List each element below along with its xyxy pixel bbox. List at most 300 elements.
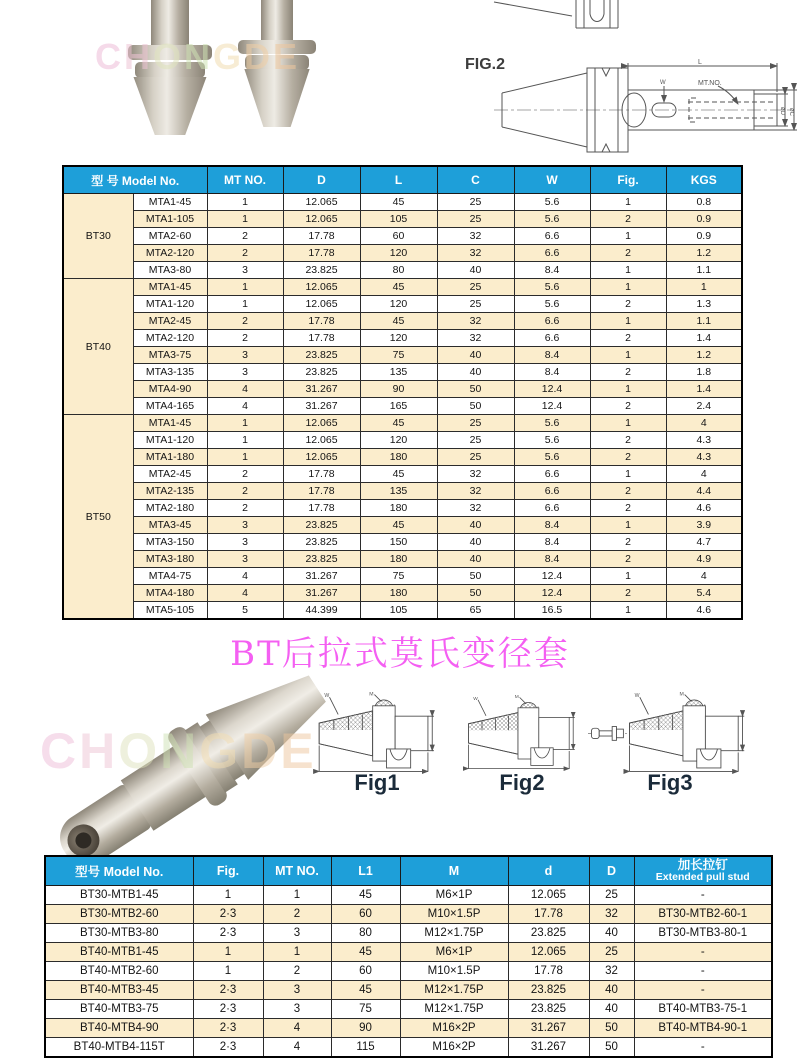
table1-cell: 17.78 [283,483,360,500]
col-pull-stud [634,856,772,886]
table2-cell: 25 [589,886,634,905]
table2-cell: 60 [331,905,400,924]
model-group-cell: BT30 [63,194,133,279]
table1-cell: 4 [207,568,283,585]
table1-cell: 17.78 [283,313,360,330]
table1-cell: 2 [590,500,666,517]
table1-cell: 3 [207,534,283,551]
table2-cell: M6×1P [400,943,508,962]
table1-cell: 17.78 [283,245,360,262]
table1-cell: 3 [207,262,283,279]
table2-cell: 32 [589,905,634,924]
table2-cell: - [634,981,772,1000]
table2-cell: 1 [193,886,263,905]
table1-cell: 4 [666,568,742,585]
table2-cell: BT30-MTB3-80-1 [634,924,772,943]
table2-row [45,886,772,905]
table2-cell: M16×2P [400,1038,508,1058]
watermark-letter: E [280,723,317,779]
table1-cell: MTA4-180 [133,585,207,602]
table1-cell: 8.4 [514,262,590,279]
table2-cell: 17.78 [508,962,589,981]
table1-cell: 17.78 [283,466,360,483]
table2-cell: 2 [263,962,331,981]
col-fig: Fig. [590,166,666,194]
table1-cell: 45 [360,415,437,432]
table1-cell: 2 [207,228,283,245]
watermark-letter: N [160,723,200,779]
table1-cell: 4.3 [666,449,742,466]
table2-cell: BT30-MTB2-60 [45,905,193,924]
table1-cell: 32 [437,330,514,347]
table1-cell: 5.6 [514,415,590,432]
table1-cell: 1 [590,568,666,585]
table1-cell: 31.267 [283,398,360,415]
table1-row [63,568,742,585]
table2-cell: 50 [589,1038,634,1058]
table1-cell: 1 [590,262,666,279]
table2-cell: BT30-MTB1-45 [45,886,193,905]
table1-cell: 2 [590,432,666,449]
table1-cell: 12.065 [283,415,360,432]
table2-row [45,1038,772,1058]
table1-cell: 23.825 [283,347,360,364]
table1-cell: MTA2-180 [133,500,207,517]
table1-cell: 45 [360,194,437,211]
table1-cell: 4 [207,398,283,415]
table1-cell: 3 [207,364,283,381]
table1-cell: 2 [207,313,283,330]
table1-cell: 5 [207,602,283,620]
table1-cell: 1 [590,381,666,398]
table1-cell: 17.78 [283,330,360,347]
table1-cell: 1 [207,296,283,313]
col-kgs: KGS [666,166,742,194]
table1-cell: MTA3-150 [133,534,207,551]
table2-cell: 50 [589,1019,634,1038]
table2-cell: 12.065 [508,943,589,962]
table1-cell: 6.6 [514,466,590,483]
table1-cell: 1.1 [666,313,742,330]
table1-cell: MTA4-165 [133,398,207,415]
table1-cell: 23.825 [283,262,360,279]
table1-cell: 32 [437,228,514,245]
table1-cell: 180 [360,500,437,517]
table1-cell: 0.9 [666,211,742,228]
table1-cell: 6.6 [514,500,590,517]
table1-cell: 45 [360,313,437,330]
table2-row [45,1000,772,1019]
table1-cell: 4.9 [666,551,742,568]
table2-cell: M10×1.5P [400,962,508,981]
table1-cell: 1.3 [666,296,742,313]
fig2-drawing [492,58,800,162]
table1-cell: MTA1-120 [133,296,207,313]
table1-cell: 23.825 [283,551,360,568]
table1-cell: 12.4 [514,585,590,602]
table1-cell: 105 [360,211,437,228]
table1-cell: 4.4 [666,483,742,500]
table1-cell: 4.3 [666,432,742,449]
table1-cell: 2 [590,483,666,500]
table1-cell: 105 [360,602,437,620]
table1-cell: 2 [207,466,283,483]
table1-cell: 120 [360,245,437,262]
col-l: L [360,166,437,194]
table1-cell: 2 [207,245,283,262]
table2-cell: 4 [263,1019,331,1038]
table1-cell: 17.78 [283,228,360,245]
model-group-cell: BT40 [63,279,133,415]
table1-cell: 5.6 [514,296,590,313]
table1-cell: 4.7 [666,534,742,551]
table1-cell: 2 [590,551,666,568]
table1-cell: MTA2-45 [133,313,207,330]
table1-row [63,483,742,500]
table1-cell: 4 [207,381,283,398]
table2-cell: - [634,1038,772,1058]
table1-cell: 6.6 [514,330,590,347]
table1-cell: 40 [437,517,514,534]
table1-cell: 12.065 [283,432,360,449]
watermark-letter: C [95,36,124,77]
col-mtno: MT NO. [207,166,283,194]
col-l1: L1 [331,856,400,886]
table2-cell: BT40-MTB1-45 [45,943,193,962]
table2-cell: BT30-MTB3-80 [45,924,193,943]
figure-drawing-2 [462,692,582,774]
table1-cell: 44.399 [283,602,360,620]
table1-cell: 1 [207,279,283,296]
table2-cell: 12.065 [508,886,589,905]
table2-cell: 23.825 [508,1000,589,1019]
table1-cell: 90 [360,381,437,398]
table1-cell: 3 [207,551,283,568]
table1-cell: 8.4 [514,534,590,551]
table1-cell: 2 [590,364,666,381]
watermark-letter: G [199,723,242,779]
table1-cell: 40 [437,551,514,568]
table2-cell: 17.78 [508,905,589,924]
table1-cell: 2.4 [666,398,742,415]
table1-row [63,500,742,517]
table1-cell: 5.6 [514,211,590,228]
table1-cell: 32 [437,500,514,517]
table1-cell: 17.78 [283,500,360,517]
table2-cell: 75 [331,1000,400,1019]
table2-cell: 45 [331,943,400,962]
table2-cell: 40 [589,981,634,1000]
table1-cell: 45 [360,279,437,296]
table2-cell: 25 [589,943,634,962]
watermark-letter: D [241,723,281,779]
table1-cell: 23.825 [283,517,360,534]
table2-cell: 31.267 [508,1038,589,1058]
table1-cell: 4.6 [666,500,742,517]
watermark-letter: D [244,36,274,77]
table1-row [63,364,742,381]
table1-cell: 50 [437,585,514,602]
table1-cell: 1 [207,432,283,449]
table1-cell: 5.6 [514,449,590,466]
table1-cell: 8.4 [514,551,590,568]
table1-cell: MTA1-45 [133,279,207,296]
pull-stud-zh: 加长拉钉 [677,858,728,872]
table1-cell: 1.4 [666,330,742,347]
table1-row [63,228,742,245]
table1-cell: 75 [360,568,437,585]
table1-cell: 32 [437,245,514,262]
table2-cell: BT30-MTB2-60-1 [634,905,772,924]
table1-cell: 135 [360,483,437,500]
table1-cell: 32 [437,466,514,483]
table1-cell: 50 [437,568,514,585]
col-w: W [514,166,590,194]
table1-cell: 25 [437,211,514,228]
table1-cell: 5.6 [514,432,590,449]
table1-cell: 1.8 [666,364,742,381]
table2-row [45,943,772,962]
table1-row [63,313,742,330]
table1-cell: 8.4 [514,364,590,381]
table2-cell: 45 [331,886,400,905]
dim-mtno-label: MT.NO. [698,80,722,87]
table1-cell: 1 [590,415,666,432]
table1-cell: 12.4 [514,398,590,415]
table2-cell: 1 [263,886,331,905]
table1-header-row [63,166,742,194]
table1-cell: 2 [590,449,666,466]
col-d-small: d [508,856,589,886]
col-d-cap: D [589,856,634,886]
table1-cell: 31.267 [283,585,360,602]
table1-cell: 50 [437,398,514,415]
table1-cell: 2 [590,245,666,262]
table1-cell: 1.1 [666,262,742,279]
table1-cell: 8.4 [514,517,590,534]
table2-cell: BT40-MTB4-115T [45,1038,193,1058]
table1-row [63,534,742,551]
table1-row [63,415,742,432]
table1-cell: MTA1-45 [133,194,207,211]
watermark-letter: G [213,36,245,77]
table1-cell: 1 [590,347,666,364]
table1-cell: 12.4 [514,381,590,398]
table1-cell: 25 [437,279,514,296]
table1-row [63,381,742,398]
table1-cell: 4 [666,466,742,483]
table2-cell: 2·3 [193,905,263,924]
col-model: 型号 Model No. [45,856,193,886]
table2-cell: BT40-MTB3-75-1 [634,1000,772,1019]
table1-cell: 4 [207,585,283,602]
table1-row [63,279,742,296]
table1-cell: 2 [590,534,666,551]
section-title: BT后拉式莫氏变径套 [230,634,570,674]
table1-cell: 0.8 [666,194,742,211]
table2-row [45,924,772,943]
table1-cell: 1 [207,194,283,211]
table2-cell: BT40-MTB4-90-1 [634,1019,772,1038]
table1-cell: MTA2-45 [133,466,207,483]
figure-label-2: Fig2 [499,770,545,795]
table2-cell: 31.267 [508,1019,589,1038]
table1-row [63,602,742,620]
table1-cell: 6.6 [514,483,590,500]
table1-cell: MTA2-60 [133,228,207,245]
table2-cell: 45 [331,981,400,1000]
table1-cell: MTA3-180 [133,551,207,568]
table1-row [63,245,742,262]
table1-cell: 31.267 [283,568,360,585]
table1-cell: 12.4 [514,568,590,585]
table1-cell: 150 [360,534,437,551]
table1-cell: 2 [207,483,283,500]
table1-cell: 23.825 [283,534,360,551]
table2-cell: 32 [589,962,634,981]
table2-cell: M6×1P [400,886,508,905]
col-m: M [400,856,508,886]
table1-cell: 65 [437,602,514,620]
watermark-letter: N [184,36,214,77]
table1-cell: 2 [207,330,283,347]
table1-cell: 75 [360,347,437,364]
table1-cell: 1 [590,517,666,534]
table1-cell: 180 [360,551,437,568]
table1-cell: 12.065 [283,279,360,296]
table2-cell: 2·3 [193,1019,263,1038]
table2-cell: M10×1.5P [400,905,508,924]
table1-row [63,517,742,534]
table1-cell: 1 [590,194,666,211]
col-model: 型 号 Model No. [63,166,207,194]
table1-cell: 6.6 [514,245,590,262]
table1-cell: 25 [437,194,514,211]
figure-drawing-1 [312,692,442,774]
table2-header-row [45,856,772,886]
mta-spec-table [62,165,743,620]
table1-row [63,551,742,568]
table1-cell: 120 [360,296,437,313]
table1-cell: 31.267 [283,381,360,398]
table1-row [63,262,742,279]
table1-cell: 1 [590,313,666,330]
table2-cell: 23.825 [508,981,589,1000]
table1-cell: 5.6 [514,194,590,211]
figure-label-1: Fig1 [354,770,400,795]
tool-holder-photo [115,0,225,140]
table1-cell: 25 [437,296,514,313]
table1-cell: 40 [437,262,514,279]
table1-cell: MTA3-80 [133,262,207,279]
table2-cell: - [634,886,772,905]
table2-row [45,905,772,924]
table2-cell: 3 [263,924,331,943]
table1-row [63,585,742,602]
table1-cell: 120 [360,432,437,449]
table2-cell: BT40-MTB2-60 [45,962,193,981]
watermark-letter: O [118,723,161,779]
table1-cell: MTA1-45 [133,415,207,432]
table1-cell: 12.065 [283,194,360,211]
table2-cell: 2·3 [193,981,263,1000]
table2-cell: 60 [331,962,400,981]
table2-cell: M12×1.75P [400,981,508,1000]
table1-cell: 6.6 [514,313,590,330]
table1-cell: MTA3-135 [133,364,207,381]
watermark-letter: C [40,723,80,779]
table1-cell: MTA3-45 [133,517,207,534]
table1-cell: 80 [360,262,437,279]
dim-L-label: L [698,59,702,66]
table1-cell: 3 [207,517,283,534]
table2-row [45,981,772,1000]
table2-cell: 1 [193,962,263,981]
figure-label-3: Fig3 [647,770,693,795]
col-mtno: MT NO. [263,856,331,886]
table1-cell: 165 [360,398,437,415]
table1-cell: 25 [437,449,514,466]
table1-cell: 1 [207,211,283,228]
col-fig: Fig. [193,856,263,886]
table1-cell: 45 [360,517,437,534]
table2-cell: 3 [263,1000,331,1019]
table2-cell: 40 [589,924,634,943]
table1-cell: 4 [666,415,742,432]
table1-cell: 2 [590,211,666,228]
table1-cell: 1 [590,279,666,296]
table2-row [45,1019,772,1038]
table2-cell: 1 [193,943,263,962]
table1-cell: 23.825 [283,364,360,381]
table1-row [63,347,742,364]
table1-cell: 40 [437,347,514,364]
table2-cell: 2 [263,905,331,924]
table1-cell: 0.9 [666,228,742,245]
table1-cell: 50 [437,381,514,398]
table2-cell: - [634,962,772,981]
table2-cell: M12×1.75P [400,1000,508,1019]
table1-cell: 180 [360,585,437,602]
table1-cell: MTA4-90 [133,381,207,398]
table2-cell: 115 [331,1038,400,1058]
model-group-cell: BT50 [63,415,133,620]
table1-cell: MTA2-120 [133,245,207,262]
table2-cell: 3 [263,981,331,1000]
watermark-letter: E [273,36,301,77]
table1-cell: 32 [437,313,514,330]
pull-stud-en: Extended pull stud [655,871,750,883]
table1-row [63,432,742,449]
table1-cell: MTA2-120 [133,330,207,347]
table1-row [63,211,742,228]
table1-cell: MTA3-75 [133,347,207,364]
table1-cell: 6.6 [514,228,590,245]
col-c: C [437,166,514,194]
dim-c-label: øC [788,108,794,116]
table1-cell: 1 [666,279,742,296]
table1-cell: 12.065 [283,211,360,228]
table1-cell: MTA1-120 [133,432,207,449]
table1-cell: 2 [207,500,283,517]
table2-cell: 1 [263,943,331,962]
table1-cell: MTA4-75 [133,568,207,585]
fig2-label: FIG.2 [465,56,506,73]
table1-row [63,296,742,313]
table1-cell: 2 [590,330,666,347]
table1-cell: 5.6 [514,279,590,296]
table2-cell: 40 [589,1000,634,1019]
